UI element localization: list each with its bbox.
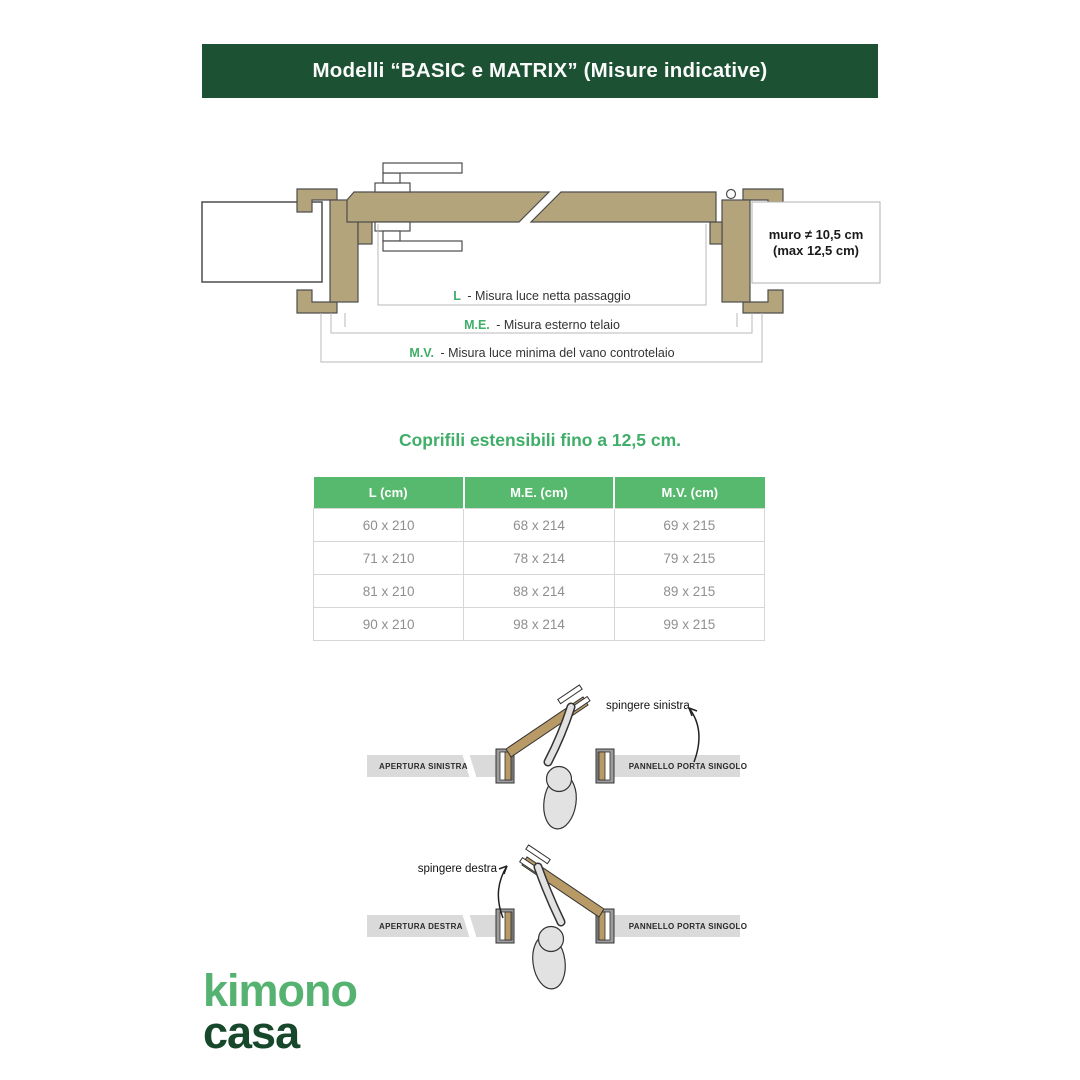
sizes-table — [313, 477, 765, 641]
swing-arrow — [689, 708, 699, 762]
cell: 99 x 215 — [614, 608, 764, 641]
cell: 89 x 215 — [614, 575, 764, 608]
coprifili-subtitle: Coprifili estensibili fino a 12,5 cm. — [398, 430, 682, 450]
cell: 69 x 215 — [614, 509, 764, 542]
right-wall-label: PANNELLO PORTA SINGOLO — [628, 762, 748, 771]
wall-note-line2: (max 12,5 cm) — [773, 243, 859, 258]
hinge-pivot — [727, 190, 736, 199]
cell: 71 x 210 — [314, 542, 464, 575]
cell: 68 x 214 — [464, 509, 614, 542]
cell: 81 x 210 — [314, 575, 464, 608]
page-title: Modelli “BASIC e MATRIX” (Misure indicative) — [312, 59, 768, 82]
brand-logo — [203, 965, 358, 1058]
measure-label-ME: M.E. - Misura esterno telaio — [464, 318, 620, 332]
cell: 79 x 215 — [614, 542, 764, 575]
col-header-mv: M.V. (cm) — [614, 477, 764, 509]
logo-line-2: casa — [203, 1006, 300, 1058]
door-panel — [347, 192, 716, 222]
push-direction-label: spingere sinistra — [606, 700, 690, 712]
col-header-l: L (cm) — [314, 477, 464, 509]
opening-diagram-left — [355, 675, 755, 835]
logo-line-1: kimono — [203, 965, 358, 1016]
right-wall-label: PANNELLO PORTA SINGOLO — [628, 922, 748, 931]
table-row — [314, 509, 765, 542]
table-row — [314, 542, 765, 575]
push-direction-label: spingere destra — [417, 863, 497, 875]
opening-diagram-right — [355, 840, 755, 1000]
measure-label-L: L - Misura luce netta passaggio — [453, 289, 631, 303]
door-section-diagram — [195, 145, 885, 373]
cell: 90 x 210 — [314, 608, 464, 641]
left-wall — [202, 202, 322, 282]
table-header-row — [314, 477, 765, 509]
title-bar — [202, 44, 878, 98]
cell: 88 x 214 — [464, 575, 614, 608]
cell: 98 x 214 — [464, 608, 614, 641]
cell: 60 x 210 — [314, 509, 464, 542]
measure-label-MV: M.V. - Misura luce minima del vano controtelaio — [409, 346, 675, 360]
left-wall-label: APERTURA SINISTRA — [379, 762, 468, 771]
table-row — [314, 575, 765, 608]
left-wall-label: APERTURA DESTRA — [379, 922, 463, 931]
table-row — [314, 608, 765, 641]
wall-note-line1: muro ≠ 10,5 cm — [768, 227, 864, 242]
col-header-me: M.E. (cm) — [464, 477, 614, 509]
cell: 78 x 214 — [464, 542, 614, 575]
